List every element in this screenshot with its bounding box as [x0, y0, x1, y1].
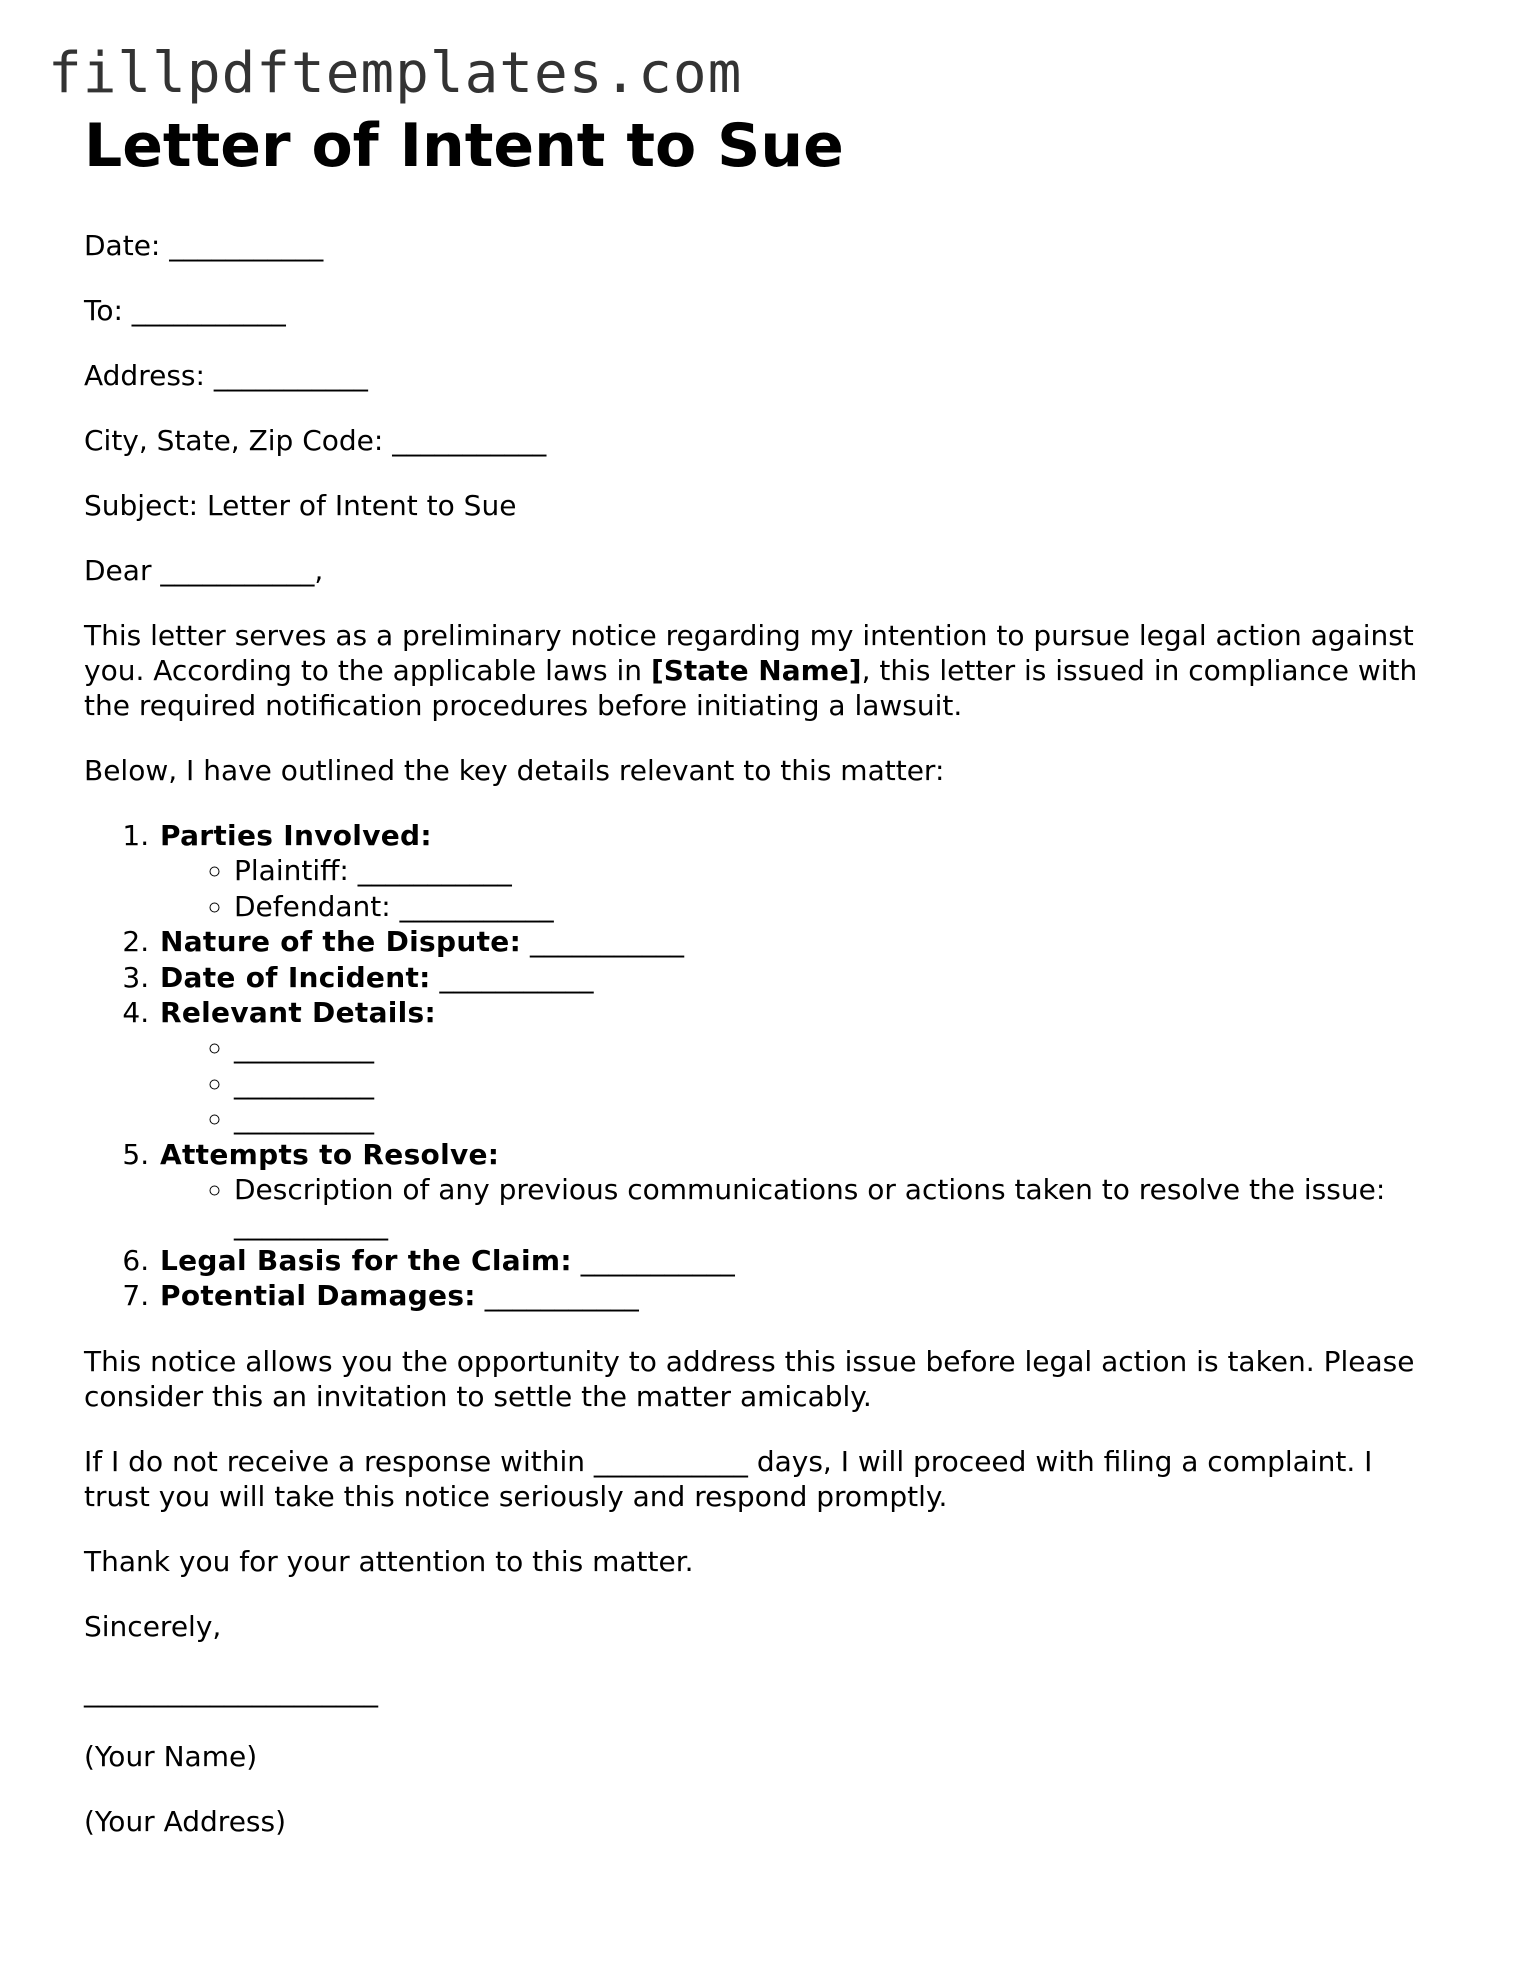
nature-blank: ___________: [521, 925, 684, 959]
to-field: To: ___________: [84, 294, 286, 327]
attempts-sublist: [160, 1172, 1444, 1243]
site-watermark: fillpdftemplates.com: [48, 41, 743, 106]
plaintiff-field: ◦ Plaintiff: ___________: [234, 853, 1444, 888]
detail-blank: ◦ __________: [234, 1030, 1444, 1065]
damages-blank: ___________: [475, 1279, 639, 1313]
your-name: (Your Name): [84, 1739, 258, 1773]
damages-label: Potential Damages:: [160, 1279, 476, 1313]
city-state-zip-field: City, State, Zip Code: ___________: [84, 424, 547, 457]
incident-date-label: Date of Incident:: [160, 960, 431, 994]
letter-page: [84, 110, 1444, 1869]
response-paragraph: If I do not receive a response within ___________ days, I will proceed with filing a complaint. I trust you will take this notice seriously and respond promptly.: [84, 1444, 1373, 1513]
list-item-attempts: [158, 1137, 1444, 1243]
intro-text-1: This letter serves as a preliminary notice regarding my intention to pursue legal action against you. According to the applicable laws in: [84, 619, 1414, 687]
list-item-date: [158, 960, 1444, 995]
detail-blank: ◦ __________: [234, 1066, 1444, 1101]
notice-paragraph: This notice allows you the opportunity to address this issue before legal action is taken. Please consider this an invitation to settle the matter amicably.: [84, 1344, 1415, 1413]
thanks-paragraph: Thank you for your attention to this matter.: [84, 1544, 694, 1578]
list-item-legal-basis: [158, 1243, 1444, 1278]
list-item-nature: [158, 924, 1444, 959]
outline-lead: Below, I have outlined the key details relevant to this matter:: [84, 754, 945, 787]
your-address: (Your Address): [84, 1804, 287, 1838]
intro-paragraph: [84, 618, 1444, 723]
defendant-field: ◦ Defendant: ___________: [234, 889, 1444, 924]
subject-line: Subject: Letter of Intent to Sue: [84, 489, 517, 522]
legal-basis-label: Legal Basis for the Claim:: [160, 1243, 572, 1277]
legal-basis-blank: ___________: [571, 1243, 735, 1277]
date-field: Date: ___________: [84, 229, 324, 262]
page-title: Letter of Intent to Sue: [84, 111, 844, 181]
list-item-damages: [158, 1278, 1444, 1313]
salutation: Dear ___________,: [84, 554, 324, 587]
closing: Sincerely,: [84, 1609, 222, 1643]
incident-date-blank: ___________: [430, 960, 594, 994]
intro-text-2: , this letter is issued in compliance with the required notification procedures before initiating a lawsuit.: [84, 654, 1418, 722]
header-fields: [84, 228, 1444, 588]
details-list: [84, 818, 1444, 1314]
list-item-details: [158, 995, 1444, 1137]
attempts-label: Attempts to Resolve:: [160, 1137, 500, 1171]
attempts-description: ◦ Description of any previous communications or actions taken to resolve the issue: ___________: [234, 1172, 1444, 1243]
parties-label: Parties Involved:: [160, 819, 432, 852]
state-name-placeholder: [State Name]: [650, 654, 862, 687]
nature-label: Nature of the Dispute:: [160, 925, 522, 959]
parties-sublist: [160, 853, 1444, 924]
signature-line: _____________________: [84, 1674, 378, 1708]
details-sublist: [160, 1030, 1444, 1136]
detail-blank: ◦ __________: [234, 1101, 1444, 1136]
details-label: Relevant Details:: [160, 996, 437, 1030]
list-item-parties: [158, 818, 1444, 924]
address-field: Address: ___________: [84, 359, 368, 392]
